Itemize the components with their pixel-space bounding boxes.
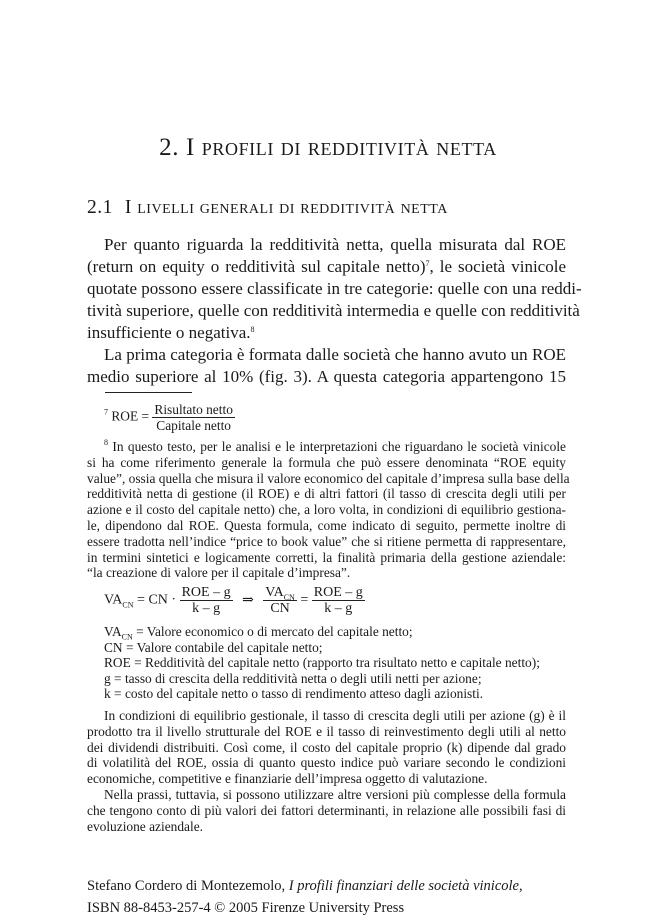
roe-label: ROE = <box>111 408 150 424</box>
footnote-7: $^7$ ROE = $\frac{\text{Risultato netto}}{\text{Capitale netto}}$ <box>104 402 233 433</box>
section-heading <box>87 197 448 219</box>
chapter-title: 2. I profili di redditività netta <box>159 134 497 161</box>
section-number: 2.1 <box>87 197 113 218</box>
section-title: I livelli generali di redditività netta <box>124 197 448 218</box>
formula-definitions <box>104 624 540 702</box>
body-line: quotate possono essere classificate in tre categorie: quelle con una reddi- <box>87 279 582 298</box>
body-line: medio superiore al 10% (fig. 3). A questa categoria appartengono 15 <box>87 367 566 386</box>
equity-value-formula: $VA_{CN}$ = CN · $\frac{\text{ROE – g}}{k - g}$ ⇒ $\frac{VA_{CN}}{CN}$ = $\frac{\text{ROE – g}}{k - g}$ <box>104 585 363 616</box>
footnote-ref-8[interactable]: 8 <box>250 325 255 334</box>
definition-item: CN = Valore contabile del capitale netto; <box>104 639 323 655</box>
footer-isbn: ISBN 88-8453-257-4 © 2005 Firenze University Press <box>87 900 405 916</box>
body-line: tività superiore, quelle con redditività intermedia e quelle con redditività <box>87 301 580 320</box>
definition-item: ROE = Redditività del capitale netto (rapporto tra risultato netto e capitale netto); <box>104 655 540 670</box>
body-line: La prima categoria è formata dalle società che hanno avuto un ROE <box>104 345 566 364</box>
body-line: Per quanto riguarda la redditività netta, quella misurata dal ROE <box>104 235 566 254</box>
body-line: (return on equity o redditività sul capitale netto)$^7$, le società vinicole <box>87 257 566 276</box>
roe-fraction: $\frac{\text{Risultato netto}}{\text{Capitale netto}}$ <box>154 402 233 433</box>
definition-item: $VA_{CN}$ = Valore economico o di mercato del capitale netto; <box>104 624 413 642</box>
footnote-8-continued: In condizioni di equilibrio gestionale, il tasso di crescita degli utili per azione (g) è il prodotto tra il livello strutturale del ROE e il tasso di reinvestimento degli utili al netto dei dividendi distribuiti. Così come, il costo del capitale proprio (k) dipende dal grado di volatilità del ROE, ossia di quanto questo indice può variare secondo le condizioni economiche, competitive e finanziarie dell’impresa oggetto di valutazione. Nella prassi, tuttavia, si possono utilizzare altre versioni più complesse della formula che tengono conto di più valori dei fattori determinanti, in relazione alle possibili fasi di evoluzione aziendale. <box>87 708 566 834</box>
body-line: insufficiente o negativa.$^8$ <box>87 323 255 342</box>
footnote-8: $^8$ In questo testo, per le analisi e le interpretazioni che riguardano le società vinicole si ha come riferimento generale la formula che può essere denominata “ROE equity value”, ossia quella che misura il valore economico del capitale d’impresa sulla base della redditività netta di gestione (il ROE) e di altri fattori (il tasso di crescita degli utili per azione e il costo del capitale netto) che, a loro volta, in condizioni di equilibrio gestiona- le, dipendono dal ROE. Questa formula, come indicato di seguito, permette inoltre di essere tradotta nell’indice “price to book value” che si ritiene permetta di rappresentare, in termini sintetici e logicamente corretti, la finalità primaria della gestione aziendale: “la creazione di valore per il capitale d’impresa”. <box>87 438 570 581</box>
book-title: I profili finanziari delle società vinicole <box>288 878 519 894</box>
footnote-divider <box>105 392 192 393</box>
definition-item: k = costo del capitale netto o tasso di rendimento atteso dagli azionisti. <box>104 686 484 701</box>
footer-citation: Stefano Cordero di Montezemolo, I profili finanziari delle società vinicole, <box>87 878 523 894</box>
footnote-ref-7[interactable]: 7 <box>425 259 430 268</box>
body-text <box>87 234 582 388</box>
definition-item: g = tasso di crescita della redditività netta o degli utili netti per azione; <box>104 670 482 686</box>
